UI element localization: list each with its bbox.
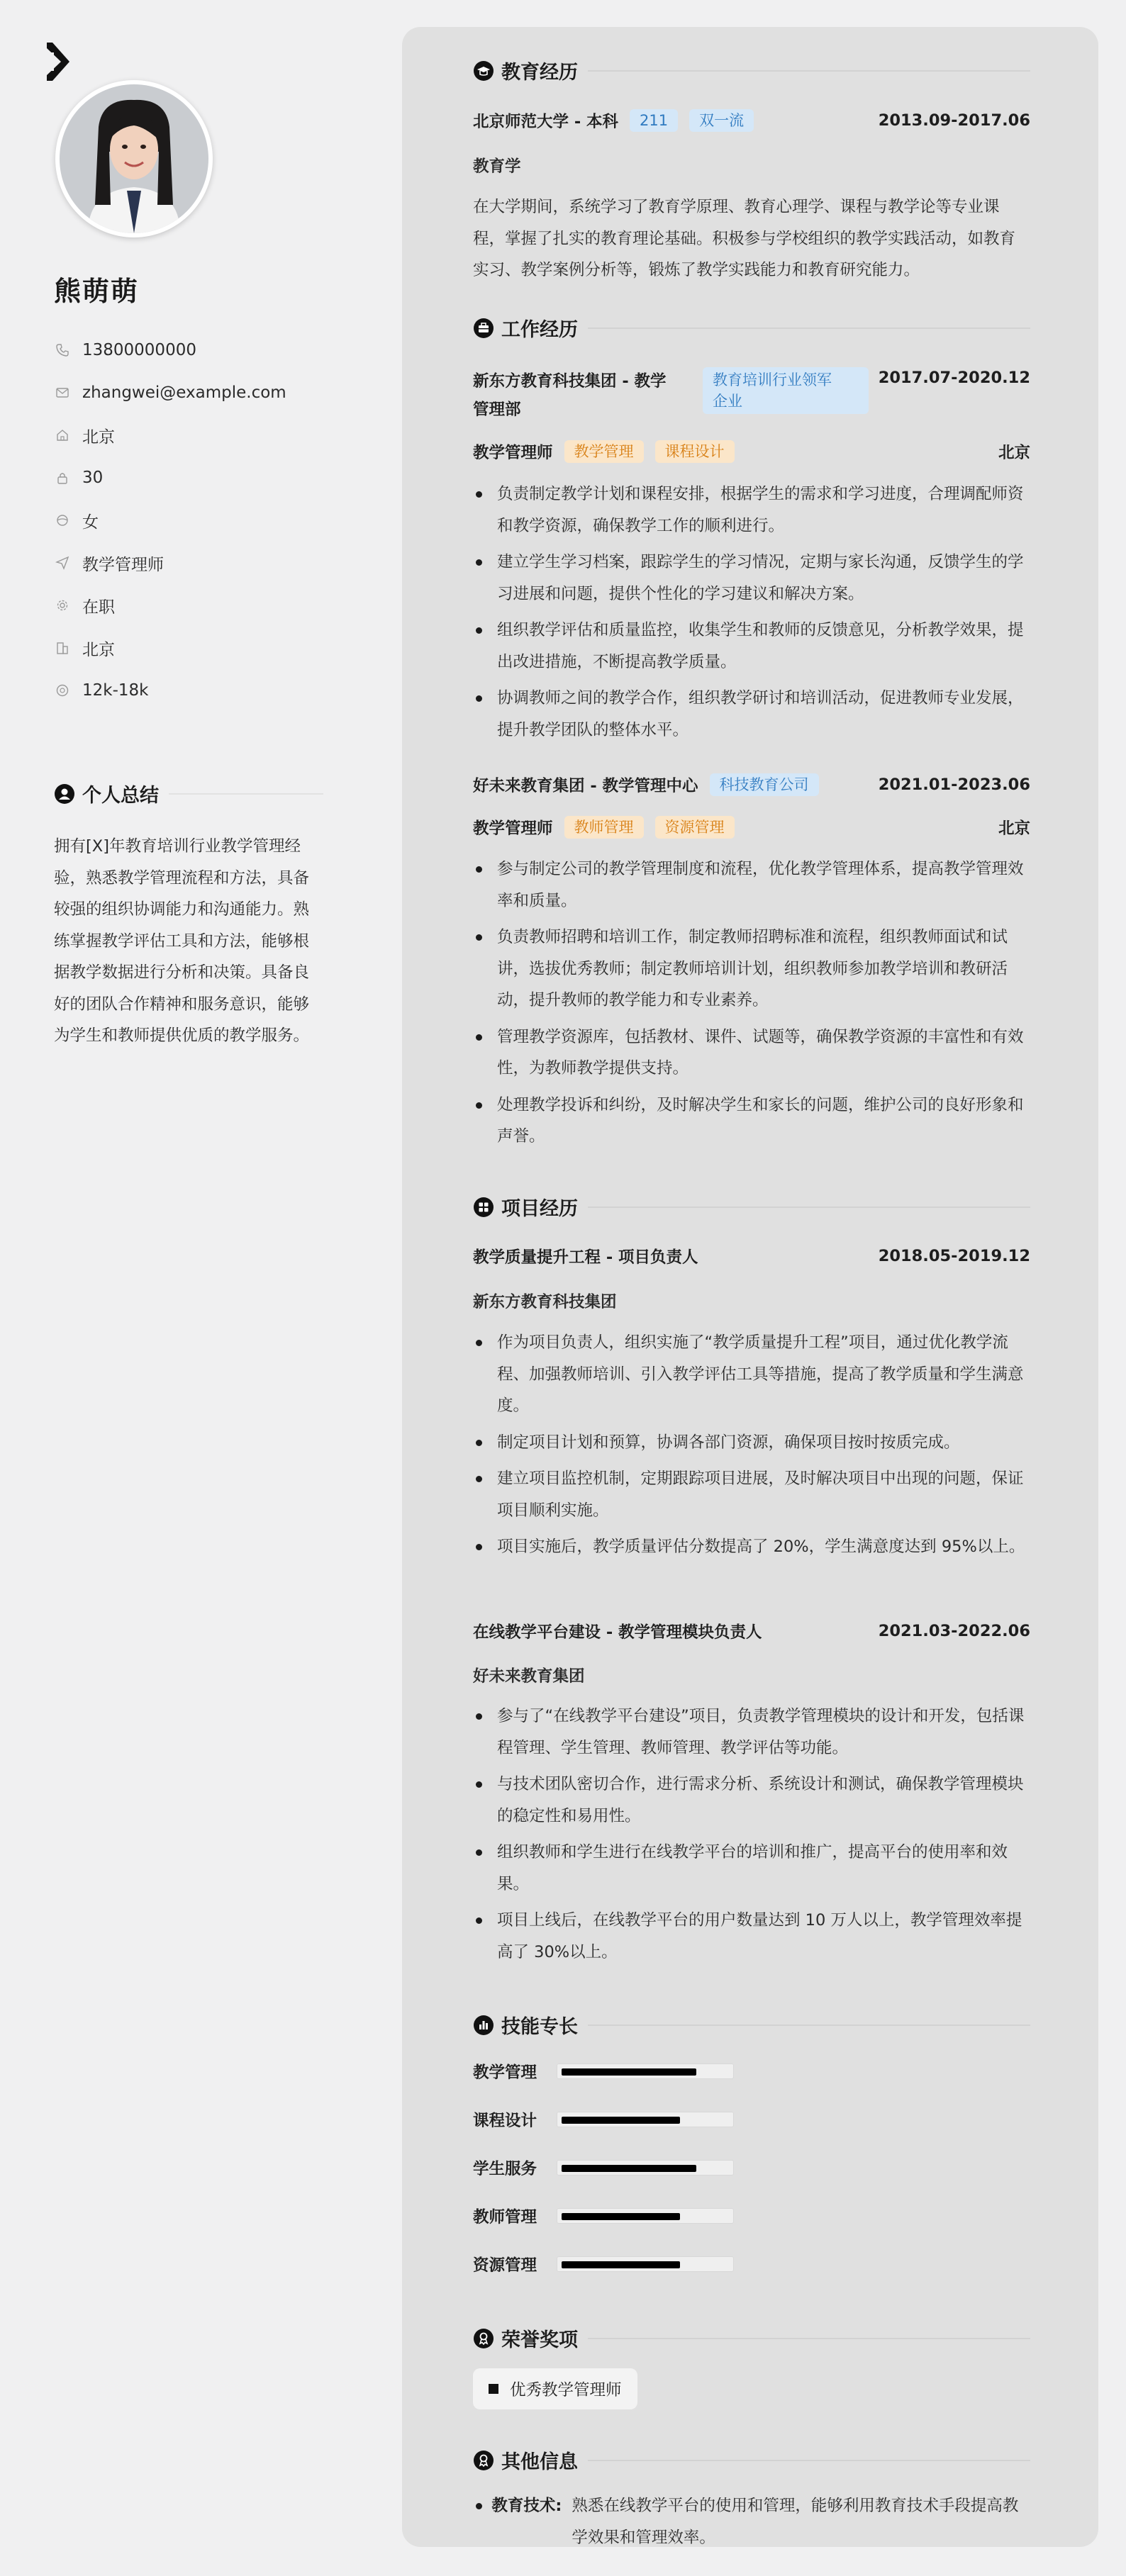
skill-bar <box>557 2256 734 2272</box>
skill-bar-fill <box>562 2261 680 2268</box>
graduation-cap-icon <box>473 60 494 82</box>
contact-list <box>54 329 286 712</box>
job-company-line: 管理部 <box>473 401 521 419</box>
gear-icon <box>54 597 71 614</box>
bullet <box>473 2490 491 2553</box>
skills-heading <box>473 2011 1030 2039</box>
job-company-line: 新东方教育科技集团 - 教学 <box>473 372 667 391</box>
contact-gender <box>54 499 286 542</box>
avatar <box>55 80 213 237</box>
job-tag <box>703 367 869 414</box>
education-desc: 在大学期间，系统学习了教育学原理、教育心理学、课程与教学论等专业课程，掌握了扎实的教育理论基础。积极参与学校组织的教学实践活动，如教育实习、教学案例分析等，锻炼了教学实践能力和教育研究能力。 <box>473 198 1016 279</box>
other-value: 熟悉在线教学平台的使用和管理，能够利用教育技术手段提高教学效果和管理效率。 <box>572 2497 1019 2547</box>
contact-city-text: 北京 <box>82 640 115 659</box>
work-title: 工作经历 <box>501 319 578 341</box>
divider <box>588 2338 1030 2339</box>
job-city: 北京 <box>998 819 1030 838</box>
job-company: 好未来教育集团 - 教学管理中心 <box>473 777 698 795</box>
money-icon <box>54 682 71 699</box>
list-item: 处理教学投诉和纠纷，及时解决学生和家长的问题，维护公司的良好形象和声誉。 <box>473 1090 1030 1153</box>
project-org: 好未来教育集团 <box>473 1667 585 1686</box>
skill-bar <box>557 2112 734 2127</box>
skill-row <box>473 2156 734 2179</box>
job-header <box>473 773 1030 796</box>
contact-status <box>54 584 286 627</box>
job-tag: 科技教育公司 <box>710 773 819 796</box>
divider <box>588 327 1030 329</box>
job-role: 教学管理师 <box>473 444 553 462</box>
job-skill-tag: 课程设计 <box>655 440 735 463</box>
education-title: 教育经历 <box>501 62 578 84</box>
divider <box>588 2460 1030 2461</box>
awards-title: 荣誉奖项 <box>501 2329 578 2351</box>
project-header <box>473 1245 1030 1267</box>
phone-icon <box>54 342 71 359</box>
contact-salary <box>54 669 286 712</box>
skill-row <box>473 2253 734 2275</box>
project-org: 新东方教育科技集团 <box>473 1293 617 1311</box>
skill-name: 学生服务 <box>473 2160 537 2178</box>
job-tag-line: 企业 <box>713 393 742 410</box>
briefcase-icon <box>473 318 494 339</box>
list-item: 参与制定公司的教学管理制度和流程，优化教学管理体系，提高教学管理效率和质量。 <box>473 853 1030 917</box>
skill-row <box>473 2060 734 2083</box>
skill-name: 课程设计 <box>473 2112 537 2130</box>
skill-bar <box>557 2208 734 2224</box>
job-role-row <box>473 440 1030 463</box>
list-item: 建立学生学习档案，跟踪学生的学习情况，定期与家长沟通，反馈学生的学习进展和问题，提供个性化的学习建议和解决方案。 <box>473 547 1030 610</box>
job-date: 2021.01-2023.06 <box>878 775 1030 794</box>
list-item: 项目实施后，教学质量评估分数提高了 20%，学生满意度达到 95%以上。 <box>473 1531 1030 1563</box>
skill-bar-fill <box>562 2117 680 2124</box>
project-name: 教学质量提升工程 - 项目负责人 <box>473 1248 698 1267</box>
skill-bar-fill <box>562 2213 680 2220</box>
contact-email-text: zhangwei@example.com <box>82 383 286 402</box>
job-skill-tag: 教师管理 <box>564 816 644 839</box>
contact-city <box>54 627 286 669</box>
contact-location-text: 北京 <box>82 427 115 447</box>
skill-row <box>473 2108 734 2131</box>
job-skill-tag: 资源管理 <box>655 816 735 839</box>
education-header-row <box>473 109 1030 132</box>
contact-phone-text: 13800000000 <box>82 341 196 359</box>
list-item: 组织教学评估和质量监控，收集学生和教师的反馈意见，分析教学效果，提出改进措施，不断提高教学质量。 <box>473 615 1030 678</box>
work-heading <box>473 314 1030 342</box>
list-item: 与技术团队密切合作，进行需求分析、系统设计和测试，确保教学管理模块的稳定性和易用性。 <box>473 1769 1030 1832</box>
contact-gender-text: 女 <box>82 513 99 532</box>
project-name: 在线教学平台建设 - 教学管理模块负责人 <box>473 1623 762 1642</box>
project-bullets <box>473 1327 1030 1568</box>
project-date: 2021.03-2022.06 <box>878 1622 1030 1640</box>
list-item: 管理教学资源库，包括教材、课件、试题等，确保教学资源的丰富性和有效性，为教师教学提供支持。 <box>473 1021 1030 1085</box>
sidebar <box>0 0 383 2576</box>
contact-phone <box>54 329 286 371</box>
list-item: 作为项目负责人，组织实施了“教学质量提升工程”项目，通过优化教学流程、加强教师培训、引入教学评估工具等措施，提高了教学质量和学生满意度。 <box>473 1327 1030 1422</box>
contact-status-text: 在职 <box>82 598 115 617</box>
other-heading <box>473 2446 1030 2474</box>
other-title: 其他信息 <box>501 2451 578 2473</box>
summary-heading <box>54 780 323 807</box>
lock-icon <box>54 469 71 486</box>
skill-bar-fill <box>562 2165 696 2172</box>
other-item <box>473 2490 1030 2553</box>
profile-name: 熊萌萌 <box>54 276 140 307</box>
award-medal-icon <box>473 2328 494 2349</box>
award-item <box>473 2368 637 2409</box>
contact-position-text: 教学管理师 <box>82 555 164 574</box>
contact-location <box>54 414 286 457</box>
gender-icon <box>54 512 71 529</box>
education-major: 教育学 <box>473 157 521 176</box>
list-item: 项目上线后，在线教学平台的用户数量达到 10 万人以上，教学管理效率提高了 30%以上。 <box>473 1905 1030 1968</box>
list-item: 参与了“在线教学平台建设”项目，负责教学管理模块的设计和开发，包括课程管理、学生管理、教师管理、教学评估等功能。 <box>473 1701 1030 1764</box>
award-name: 优秀教学管理师 <box>510 2381 622 2399</box>
square-bullet-icon <box>489 2384 498 2394</box>
education-school: 北京师范大学 - 本科 <box>473 113 619 131</box>
project-bullets <box>473 1701 1030 1973</box>
mail-icon <box>54 384 71 401</box>
contact-age-text: 30 <box>82 469 104 487</box>
skills-title: 技能专长 <box>501 2016 578 2038</box>
list-item: 负责制定教学计划和课程安排，根据学生的需求和学习进度，合理调配师资和教学资源，确保教学工作的顺利进行。 <box>473 478 1030 542</box>
skill-row <box>473 2205 734 2227</box>
main-panel <box>402 27 1098 2547</box>
job-company <box>473 367 693 424</box>
info-badge-icon <box>473 2450 494 2471</box>
other-key: 教育技术: <box>491 2497 562 2515</box>
list-item: 建立项目监控机制，定期跟踪项目进展，及时解决项目中出现的问题，保证项目顺利实施。 <box>473 1463 1030 1526</box>
skill-bar <box>557 2160 734 2175</box>
job-skill-tag: 教学管理 <box>564 440 644 463</box>
skill-name: 教学管理 <box>473 2063 537 2082</box>
divider <box>169 793 323 795</box>
awards-heading <box>473 2324 1030 2352</box>
education-tag: 双一流 <box>689 109 754 132</box>
list-item: 制定项目计划和预算，协调各部门资源，确保项目按时按质完成。 <box>473 1427 1030 1459</box>
logo-chevron-icon <box>47 43 72 81</box>
list-item: 协调教师之间的教学合作，组织教学研讨和培训活动，促进教师专业发展，提升教学团队的整体水平。 <box>473 683 1030 746</box>
avatar-portrait-icon <box>60 84 208 233</box>
user-circle-icon <box>54 783 75 805</box>
skill-bar <box>557 2063 734 2079</box>
grid-icon <box>473 1197 494 1218</box>
project-date: 2018.05-2019.12 <box>878 1247 1030 1265</box>
divider <box>588 1206 1030 1208</box>
bar-chart-icon <box>473 2015 494 2036</box>
contact-email <box>54 371 286 414</box>
education-date: 2013.09-2017.06 <box>878 111 1030 130</box>
project-header <box>473 1620 1030 1642</box>
job-city: 北京 <box>998 444 1030 462</box>
divider <box>588 70 1030 72</box>
building-icon <box>54 639 71 656</box>
job-tag-line: 教育培训行业领军 <box>713 371 832 388</box>
projects-title: 项目经历 <box>501 1198 578 1220</box>
education-heading <box>473 57 1030 84</box>
list-item: 负责教师招聘和培训工作，制定教师招聘标准和流程，组织教师面试和试讲，选拔优秀教师；制定教师培训计划，组织教师参加教学培训和教研活动，提升教师的教学能力和专业素养。 <box>473 922 1030 1017</box>
skill-name: 资源管理 <box>473 2256 537 2275</box>
divider <box>588 2025 1030 2026</box>
summary-title: 个人总结 <box>82 785 159 807</box>
summary-text: 拥有[X]年教育培训行业教学管理经验，熟悉教学管理流程和方法，具备较强的组织协调能力和沟通能力。熟练掌握教学评估工具和方法，能够根据教学数据进行分析和决策。具备良好的团队合作精神和服务意识，能够为学生和教师提供优质的教学服务。 <box>54 837 310 1045</box>
list-item: 组织教师和学生进行在线教学平台的培训和推广，提高平台的使用率和效果。 <box>473 1837 1030 1900</box>
contact-age <box>54 457 286 499</box>
skill-bar-fill <box>562 2068 696 2076</box>
education-tag: 211 <box>630 109 678 132</box>
job-bullets <box>473 853 1030 1158</box>
skill-name: 教师管理 <box>473 2208 537 2227</box>
projects-heading <box>473 1193 1030 1221</box>
home-icon <box>54 427 71 444</box>
job-role: 教学管理师 <box>473 819 553 838</box>
job-date: 2017.07-2020.12 <box>878 369 1030 387</box>
job-bullets <box>473 478 1030 751</box>
job-header <box>473 367 1030 431</box>
contact-salary-text: 12k-18k <box>82 681 149 700</box>
job-role-row <box>473 816 1030 839</box>
send-icon <box>54 554 71 571</box>
contact-position <box>54 542 286 584</box>
